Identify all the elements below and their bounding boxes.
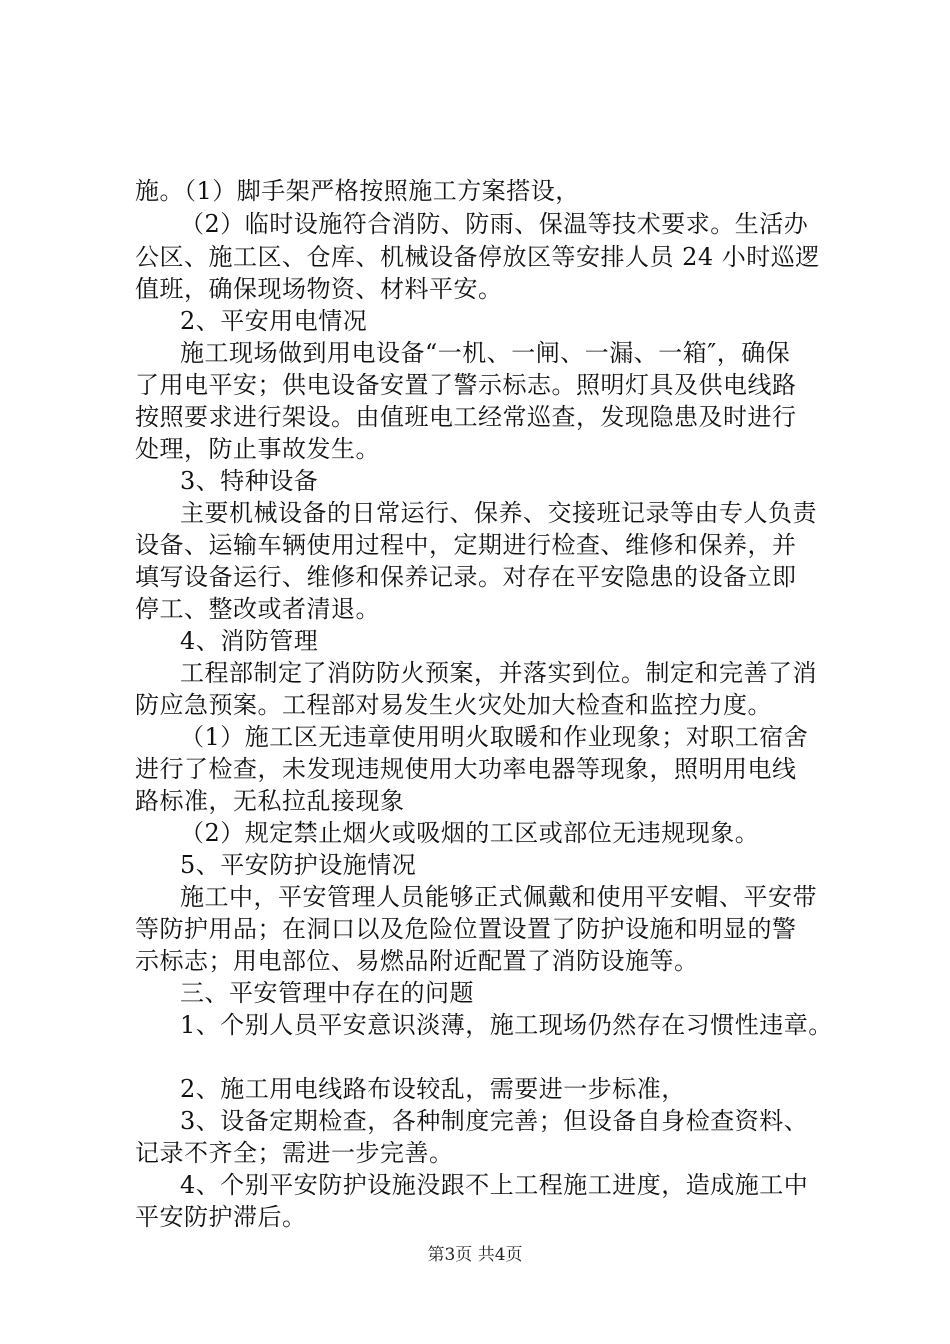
text-line-30: 记录不齐全；需进一步完善。: [135, 1139, 454, 1167]
text-line-7: 了用电平安；供电设备安置了警示标志。照明灯具及供电线路: [135, 371, 797, 399]
section-heading-3: 3、特种设备: [180, 467, 319, 495]
text-line-27: 1、个别人员平安意识淡薄，施工现场仍然存在习惯性违章。: [180, 1011, 833, 1039]
page-footer: 第3页 共4页: [427, 1245, 523, 1265]
text-line-13: 填写设备运行、维修和保养记录。对存在平安隐患的设备立即: [135, 563, 797, 591]
text-line-2: （2）临时设施符合消防、防雨、保温等技术要求。生活办: [180, 210, 809, 238]
text-line-14: 停工、整改或者清退。: [135, 595, 380, 623]
text-line-21: （2）规定禁止烟火或吸烟的工区或部位无违规现象。: [180, 819, 760, 847]
text-line-29: 3、设备定期检查，各种制度完善；但设备自身检查资料、: [180, 1107, 809, 1135]
text-line-18: （1）施工区无违章使用明火取暖和作业现象；对职工宿舍: [180, 723, 809, 751]
section-heading-4: 4、消防管理: [180, 627, 319, 655]
text-line-23: 施工中，平安管理人员能够正式佩戴和使用平安帽、平安带: [180, 883, 817, 911]
text-line-19: 进行了检查，未发现违规使用大功率电器等现象，照明用电线: [135, 755, 797, 783]
text-line-32: 平安防护滞后。: [135, 1203, 307, 1231]
text-line-28: 2、施工用电线路布设较乱，需要进一步标准，: [180, 1075, 686, 1103]
text-line-4: 值班，确保现场物资、材料平安。: [135, 275, 503, 303]
text-line-24: 等防护用品；在洞口以及危险位置设置了防护设施和明显的警: [135, 915, 797, 943]
section-heading-5: 5、平安防护设施情况: [180, 851, 417, 879]
text-line-1: 施。（1）脚手架严格按照施工方案搭设，: [135, 177, 580, 205]
text-line-9: 处理，防止事故发生。: [135, 435, 380, 463]
text-line-20: 路标准，无私拉乱接现象: [135, 787, 405, 815]
text-line-6: 施工现场做到用电设备“一机、一闸、一漏、一箱″，确保: [180, 339, 791, 367]
text-line-12: 设备、运输车辆使用过程中，定期进行检查、维修和保养，并: [135, 531, 797, 559]
text-line-25: 示标志；用电部位、易燃品附近配置了消防设施等。: [135, 947, 699, 975]
text-line-8: 按照要求进行架设。由值班电工经常巡查，发现隐患及时进行: [135, 403, 797, 431]
section-heading-three: 三、平安管理中存在的问题: [180, 979, 474, 1007]
text-line-11: 主要机械设备的日常运行、保养、交接班记录等由专人负责: [180, 499, 817, 527]
text-line-31: 4、个别平安防护设施没跟不上工程施工进度，造成施工中: [180, 1171, 809, 1199]
text-line-16: 工程部制定了消防防火预案，并落实到位。制定和完善了消: [180, 659, 817, 687]
section-heading-2: 2、平安用电情况: [180, 307, 368, 335]
text-line-17: 防应急预案。工程部对易发生火灾处加大检查和监控力度。: [135, 691, 772, 719]
text-line-3: 公区、施工区、仓库、机械设备停放区等安排人员 24 小时巡逻: [135, 243, 820, 271]
